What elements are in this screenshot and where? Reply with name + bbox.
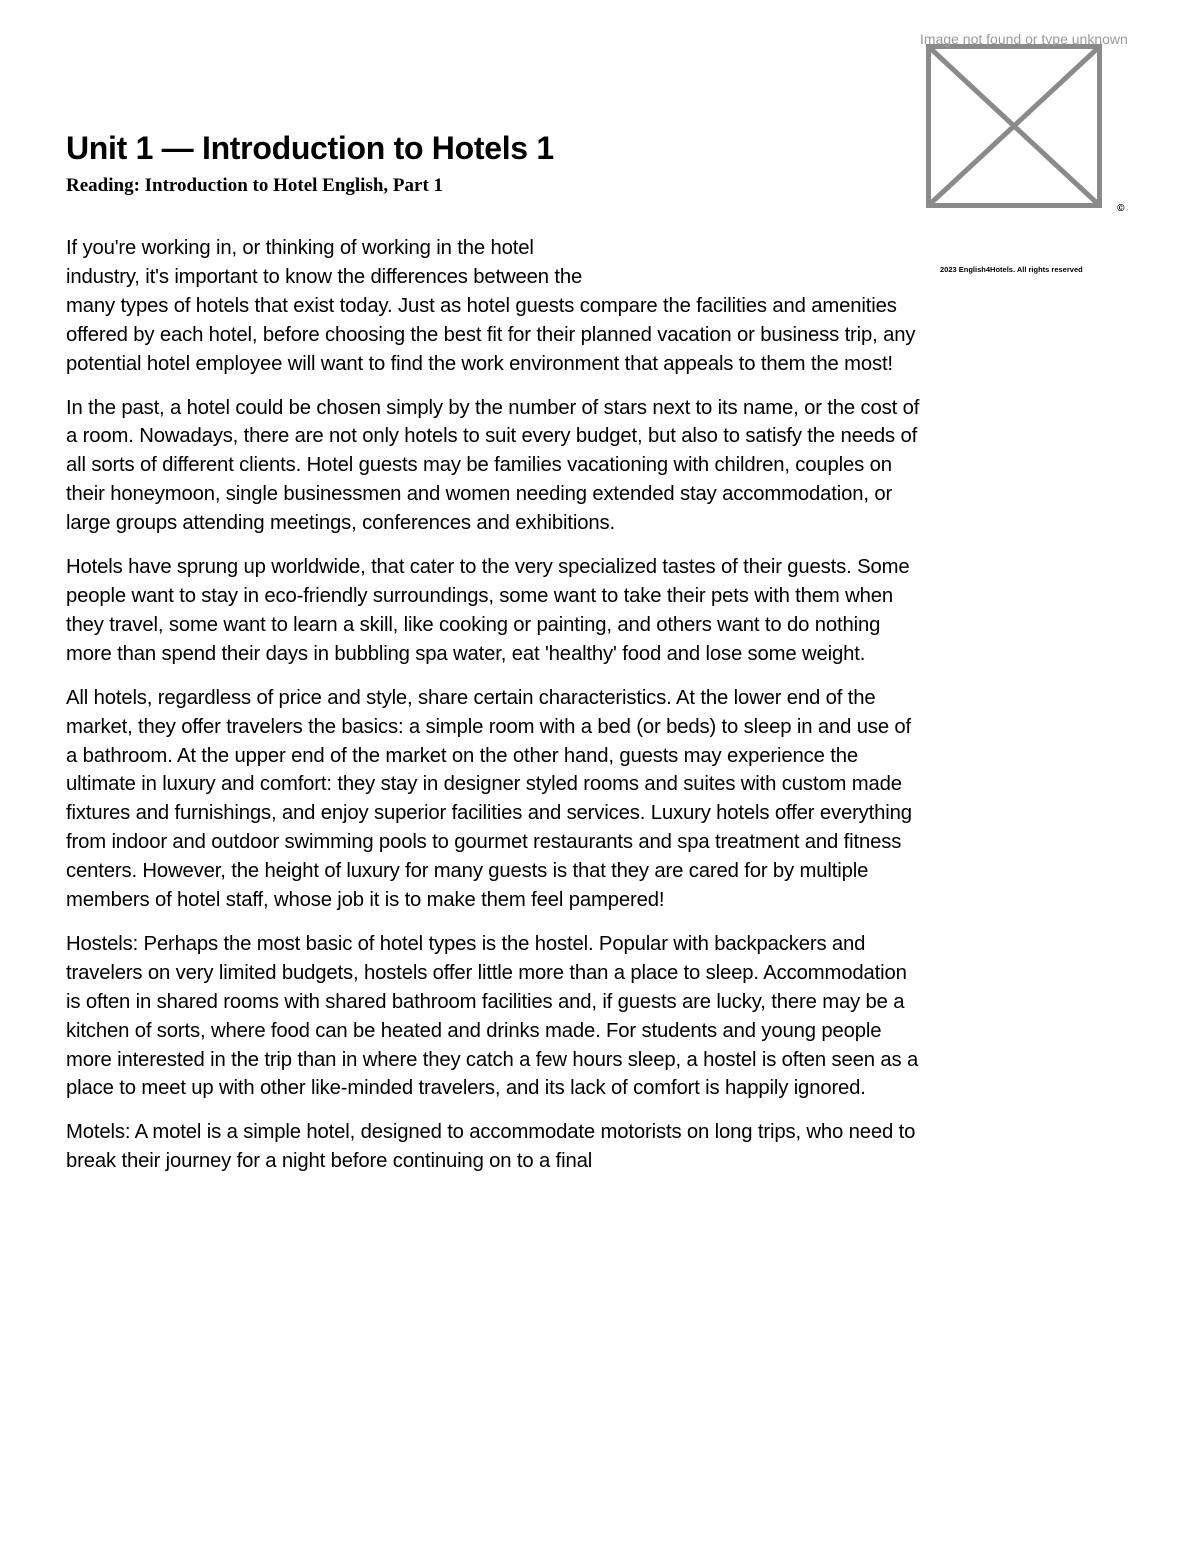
paragraph-intro-rest: many types of hotels that exist today. Just as hotel guests compare the facilities and amenities offered by each hotel, before choosing the best fit for their planned vacation or business trip, any potential hotel employee will want to find the work environment that appeals to them the most!: [66, 294, 916, 375]
reading-subtitle: Reading: Introduction to Hotel English, Part 1: [66, 175, 444, 196]
paragraph-intro: [66, 234, 916, 379]
paragraph-hotel-choice: In the past, a hotel could be chosen simply by the number of stars next to its name, or the cost of a room. Nowadays, there are not only hotels to suit every budget, but also to satisfy the needs of all sorts of different clients. Hotel guests may be families vacationing with children, couples on their honeymoon, single businessmen and women needing extended stay accommodation, or large groups attending meetings, conferences and exhibitions.: [66, 396, 920, 535]
copyright-symbol: ©: [1117, 203, 1125, 214]
broken-image-icon: [926, 44, 1102, 208]
paragraph-intro-line-1: If you're working in, or thinking of working in the hotel: [66, 237, 534, 259]
paragraph-intro-line-2: industry, it's important to know the differences between the: [66, 265, 583, 288]
paragraph-motels: Motels: A motel is a simple hotel, designed to accommodate motorists on long trips, who need to break their journey for a night before continuing on to a final: [66, 1121, 916, 1173]
broken-image-placeholder: [926, 44, 1102, 208]
copyright-notice: 2023 English4Hotels. All rights reserved: [940, 265, 1083, 274]
reading-body: [66, 234, 926, 1191]
paragraph-hotel-characteristics: All hotels, regardless of price and style, share certain characteristics. At the lower end of the market, they offer travelers the basics: a simple room with a bed (or beds) to sleep in and use of a bathroom. At the upper end of the market on the other hand, guests may experience the ultimate in luxury and comfort: they stay in designer styled rooms and suites with custom made fixtures and furnishings, and enjoy superior facilities and services. Luxury hotels offer everything from indoor and outdoor swimming pools to gourmet restaurants and spa treatment and fitness centers. However, the height of luxury for many guests is that they are cared for by multiple members of hotel staff, whose job it is to make them feel pampered!: [66, 686, 912, 912]
paragraph-specialized-hotels: Hotels have sprung up worldwide, that cater to the very specialized tastes of their guests. Some people want to stay in eco-friendly surroundings, some want to take their pets with them when they travel, some want to learn a skill, like cooking or painting, and others want to do nothing more than spend their days in bubbling spa water, eat 'healthy' food and lose some weight.: [66, 556, 910, 665]
page-title: Unit 1 — Introduction to Hotels 1: [66, 130, 554, 166]
paragraph-hostels: Hostels: Perhaps the most basic of hotel types is the hostel. Popular with backpackers and travelers on very limited budgets, hostels offer little more than a place to sleep. Accommodation is often in shared rooms with shared bathroom facilities and, if guests are lucky, there may be a kitchen of sorts, where food can be heated and drinks made. For students and young people more interested in the trip than in where they catch a few hours sleep, a hostel is often seen as a place to meet up with other like-minded travelers, and its lack of comfort is happily ignored.: [66, 932, 919, 1100]
broken-image-alt-text: Image not found or type unknown: [920, 31, 1128, 47]
